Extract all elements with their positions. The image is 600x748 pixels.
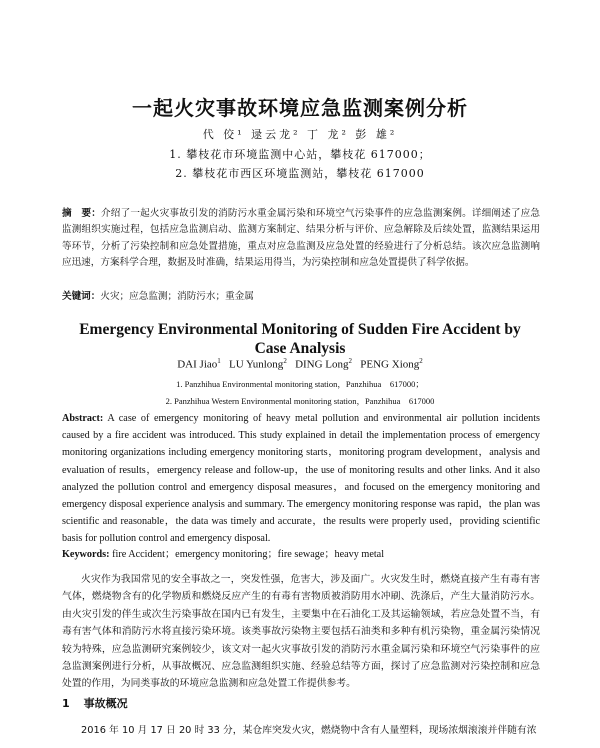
abstract-cn-label: 摘 要： [62, 208, 102, 219]
abstract-cn [62, 206, 540, 272]
abstract-en-text: A case of emergency monitoring of heavy metal pollution and environmental air pollution incidents caused by a fire accident was introduced. This study explained in detail the implementation process of emergency monitoring organizations including emergency monitoring starts，monitoring program development，analysis and evaluation of results，emergency release and follow-up，the use of monitoring results and other links. And it also analyzed the pollution control and emergency disposal measures，and focused on the emergency monitoring and emergency disposal experience analysis and summary. The emergency monitoring response was rapid，the plan was scientific and reasonable，the data was timely and accurate，the results were properly used，providing scientific basis for pollution control and emergency disposal. [62, 413, 541, 545]
keywords-cn-label: 关键词： [62, 291, 101, 302]
affiliation-cn-2: 2. 攀枝花市西区环境监测站，攀枝花 617000 [175, 167, 425, 180]
author-en-sup: 1 [217, 357, 221, 365]
keywords-en-label: Keywords: [62, 549, 110, 560]
section-heading [62, 695, 142, 711]
keywords-cn [62, 288, 540, 302]
keywords-en [62, 545, 540, 560]
paper-title-cn: 一起火灾事故环境应急监测案例分析 [132, 96, 468, 120]
authors-en [0, 357, 600, 371]
author-en: PENG Xiong [360, 358, 420, 371]
author-en-sup: 2 [348, 357, 353, 365]
author-en: DING Long [295, 358, 349, 371]
section-number: 1 [62, 697, 70, 710]
author-en-sup: 2 [283, 357, 287, 365]
abstract-en-label: Abstract: [62, 413, 104, 424]
keywords-en-text: fire Accident；emergency monitoring；fire sewage；heavy metal [112, 549, 385, 560]
section-body: 2016 年 10 月 17 日 20 时 33 分，某仓库突发火灾，燃烧物中含有人量塑料，现场浓烟滚滚并伴随有浓 [81, 725, 537, 736]
affiliation-cn-1: 1. 攀枝花市环境监测中心站，攀枝花 617000； [169, 148, 431, 161]
abstract-cn-text: 介绍了一起火灾事故引发的消防污水重金属污染和环境空气污染事件的应急监测案例。详细阐述了应急监测组织实施过程，包括应急监测启动、监测方案制定、结果分析与评价、应急解除及后续处置，监测结果运用等环节，分析了污染控制和应急处置措施，重点对应急监测及应急处置的经验进行了分析总结。该次应急监测响应迅速，方案科学合理，数据及时准确，结果运用得当，为污染控制和应急处置提供了科学依据。 [62, 208, 541, 269]
section-title: 事故概况 [83, 697, 128, 710]
author-en-sup: 2 [419, 357, 423, 365]
intro-paragraph: 火灾作为我国常见的安全事故之一，突发性强，危害大，涉及面广。火灾发生时，燃烧直接产生有毒有害气体，燃烧物含有的化学物质和燃烧反应产生的有毒有害物质被消防用水冲刷、洗涤后，产生大量消防污水。由火灾引发的伴生或次生污染事故在国内已有发生，主要集中在石油化工及其运输领域，若应急处置不当，有毒有害气体和消防污水将直接污染环境。该类事故污染物主要包括石油类和多种有机污染物，重金属污染情况较为特殊，应急监测研究案例较少，该文对一起火灾事故引发的消防污水重金属污染和环境空气污染事件的应急监测案例进行分析，从事故概况、应急监测组织实施、经验总结等方面，探讨了应急监测对污染控制和应急处置的作用，为同类事故的环境应急监测和应急处置工作提供参考。 [62, 574, 540, 690]
affiliation-en-2: 2. Panzhihua Western Environmental monitoring station，Panzhihua 617000 [165, 396, 435, 406]
author-en: LU Yunlong [229, 358, 284, 371]
author-en: DAI Jiao [177, 358, 218, 371]
paper-title-en: Emergency Environmental Monitoring of Sudden Fire Accident by Case Analysis [79, 321, 521, 357]
abstract-en [62, 410, 540, 548]
keywords-cn-text: 火灾；应急监测；消防污水；重金属 [100, 291, 254, 302]
affiliation-en-1: 1. Panzhihua Environmental monitoring station，Panzhihua 617000； [176, 379, 424, 389]
authors-cn: 代 佼¹ 逯云龙² 丁 龙² 彭 雄² [202, 128, 398, 141]
